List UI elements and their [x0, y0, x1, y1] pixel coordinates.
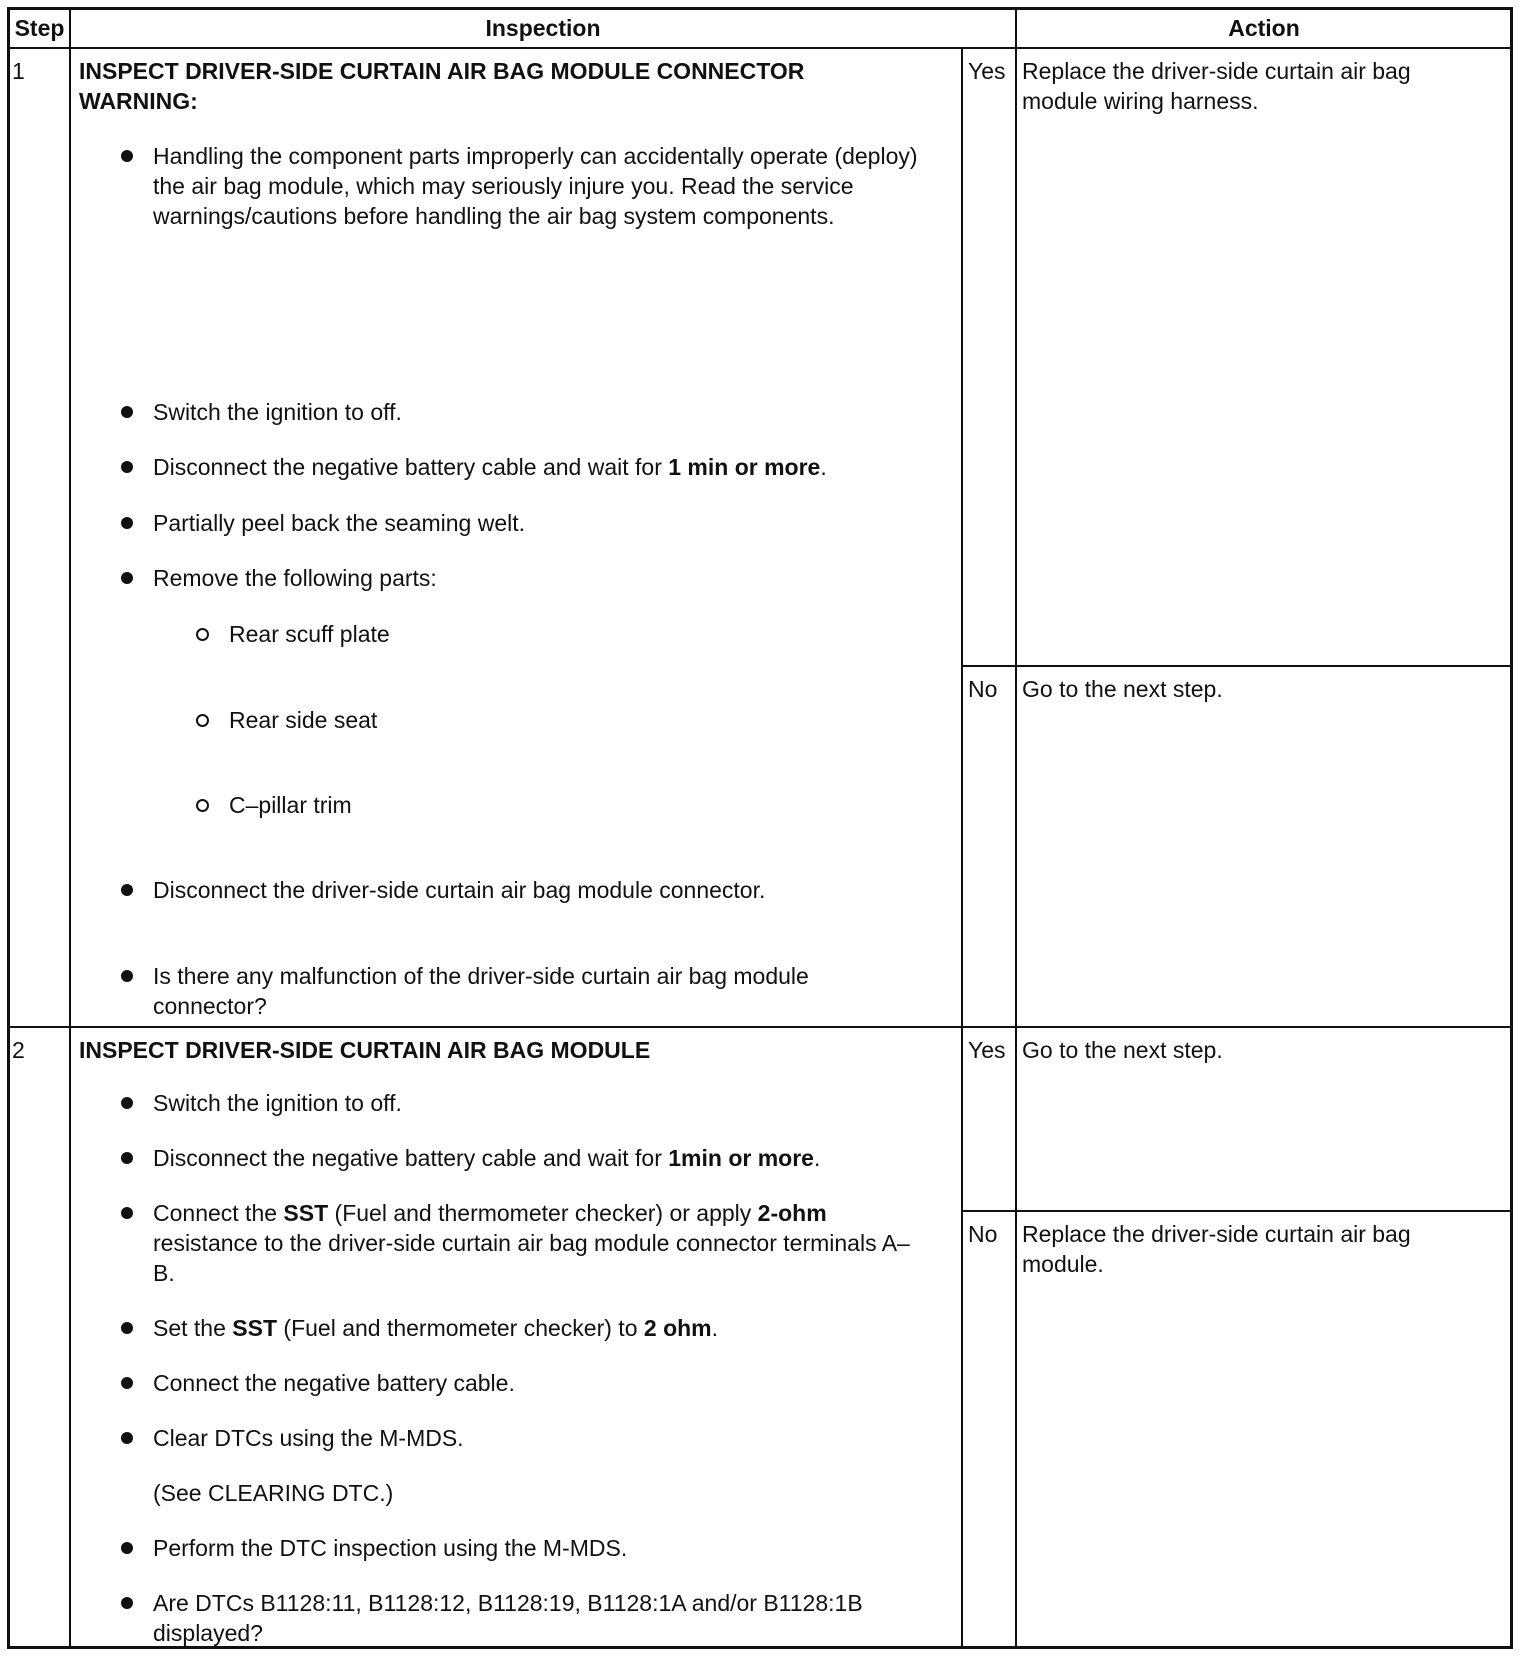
grid-line: [961, 665, 1512, 667]
list-item: Remove the following parts:: [153, 565, 437, 591]
sub-bullet-icon: [196, 628, 209, 641]
bullet-icon: [121, 1542, 133, 1554]
no-action: Go to the next step.: [1022, 676, 1223, 702]
bullet-icon: [121, 461, 133, 473]
grid-line: [8, 1026, 1512, 1028]
yes-label: Yes: [968, 58, 1006, 84]
grid-line: [961, 48, 963, 1648]
bullet-icon: [121, 1207, 133, 1219]
no-label: No: [968, 676, 998, 702]
list-item: Clear DTCs using the M-MDS.: [153, 1425, 464, 1451]
grid-line: [961, 1210, 1512, 1212]
warning-text: Handling the component parts improperly can accidentally operate (deploy) the air bag module, which may seriously injure you. Read the service warnings/cautions before handling the air bag system components.: [153, 143, 918, 229]
note: (See CLEARING DTC.): [153, 1480, 394, 1506]
bullet-icon: [121, 150, 133, 162]
list-item: Connect the negative battery cable.: [153, 1370, 515, 1396]
list-item: Set the SST (Fuel and thermometer checker) to 2 ohm.: [153, 1315, 719, 1341]
yes-action: Go to the next step.: [1022, 1037, 1223, 1063]
step-number: 2: [12, 1037, 25, 1063]
list-item: Are DTCs B1128:11, B1128:12, B1128:19, B1128:1A and/or B1128:1B displayed?: [153, 1590, 863, 1646]
list-item: Disconnect the negative battery cable and wait for 1min or more.: [153, 1145, 821, 1171]
grid-line: [69, 8, 71, 1648]
step-title: INSPECT DRIVER-SIDE CURTAIN AIR BAG MODULE CONNECTOR: [79, 58, 805, 84]
yes-label: Yes: [968, 1037, 1006, 1063]
grid-line: [8, 47, 1512, 49]
sub-list-item: C–pillar trim: [229, 792, 352, 818]
header-inspection: Inspection: [485, 15, 601, 41]
list-item: Switch the ignition to off.: [153, 399, 402, 425]
bullet-icon: [121, 1432, 133, 1444]
warning-label: WARNING:: [79, 88, 198, 114]
header-action: Action: [1228, 15, 1300, 41]
sub-list-item: Rear side seat: [229, 707, 378, 733]
yes-action: Replace the driver-side curtain air bag module wiring harness.: [1022, 58, 1411, 114]
bullet-icon: [121, 572, 133, 584]
list-item: Partially peel back the seaming welt.: [153, 510, 526, 536]
bullet-icon: [121, 1377, 133, 1389]
bullet-icon: [121, 517, 133, 529]
step-title: INSPECT DRIVER-SIDE CURTAIN AIR BAG MODULE: [79, 1037, 651, 1063]
bullet-icon: [121, 970, 133, 982]
inspection-table: [7, 7, 1513, 1649]
list-item: Disconnect the negative battery cable and wait for 1 min or more.: [153, 454, 827, 480]
header-step: Step: [14, 15, 65, 41]
sub-list-item: Rear scuff plate: [229, 621, 390, 647]
list-item: Switch the ignition to off.: [153, 1090, 402, 1116]
no-action: Replace the driver-side curtain air bag module.: [1022, 1221, 1411, 1277]
list-item: Disconnect the driver-side curtain air bag module connector.: [153, 877, 766, 903]
bullet-icon: [121, 1152, 133, 1164]
step-number: 1: [12, 58, 25, 84]
no-label: No: [968, 1221, 998, 1247]
bullet-icon: [121, 1322, 133, 1334]
grid-line: [1015, 8, 1017, 1648]
bullet-icon: [121, 1097, 133, 1109]
list-item: Perform the DTC inspection using the M-MDS.: [153, 1535, 628, 1561]
list-item: Connect the SST (Fuel and thermometer checker) or apply 2-ohm resistance to the driver-side curtain air bag module connector terminals A–B.: [153, 1200, 910, 1286]
sub-bullet-icon: [196, 799, 209, 812]
bullet-icon: [121, 884, 133, 896]
list-item: Is there any malfunction of the driver-side curtain air bag module connector?: [153, 963, 809, 1019]
bullet-icon: [121, 406, 133, 418]
sub-bullet-icon: [196, 714, 209, 727]
bullet-icon: [121, 1597, 133, 1609]
